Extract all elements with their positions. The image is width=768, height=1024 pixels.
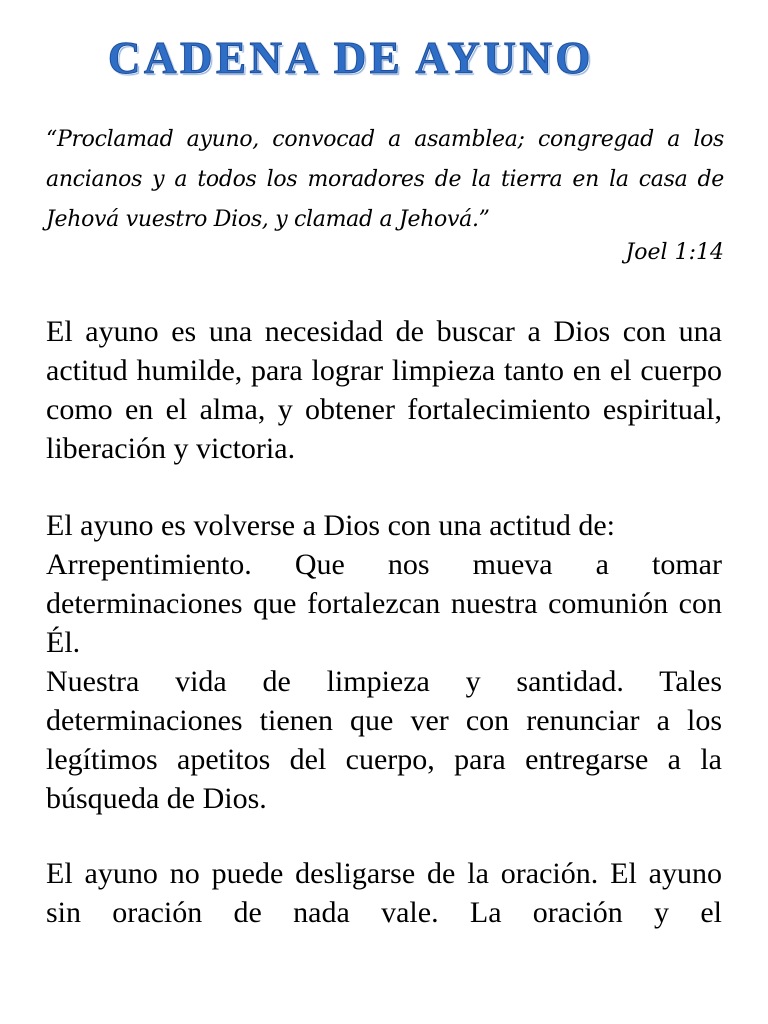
page-title: CADENA DE AYUNO: [108, 33, 594, 83]
paragraph-2-line-1: Arrepentimiento. Que nos mueva a tomar determinaciones que fortalezcan nuestra comunión con Él.: [46, 548, 722, 659]
paragraph-2: [46, 506, 722, 818]
paragraph-2-intro: El ayuno es volverse a Dios con una actitud de:: [46, 509, 616, 542]
paragraph-1: El ayuno es una necesidad de buscar a Dios con una actitud humilde, para lograr limpieza tanto en el cuerpo como en el alma, y obtener fortalecimiento espiritual, liberación y victoria.: [46, 315, 722, 465]
paragraph-3: [46, 854, 722, 932]
paragraph-2-line-2: Nuestra vida de limpieza y santidad. Tales determinaciones tienen que ver con renunciar a los legítimos apetitos del cuerpo, para entregarse a la búsqueda de Dios.: [46, 665, 722, 815]
bible-quote: “Proclamad ayuno, convocad a asamblea; congregad a los ancianos y a todos los moradores de la tierra en la casa de Jehová vuestro Dios, y clamad a Jehová.”: [46, 127, 724, 232]
paragraph-3-text: El ayuno no puede desligarse de la oración. El ayuno sin oración de nada vale. La oración y el: [46, 857, 722, 929]
quote-reference: Joel 1:14: [625, 240, 724, 265]
